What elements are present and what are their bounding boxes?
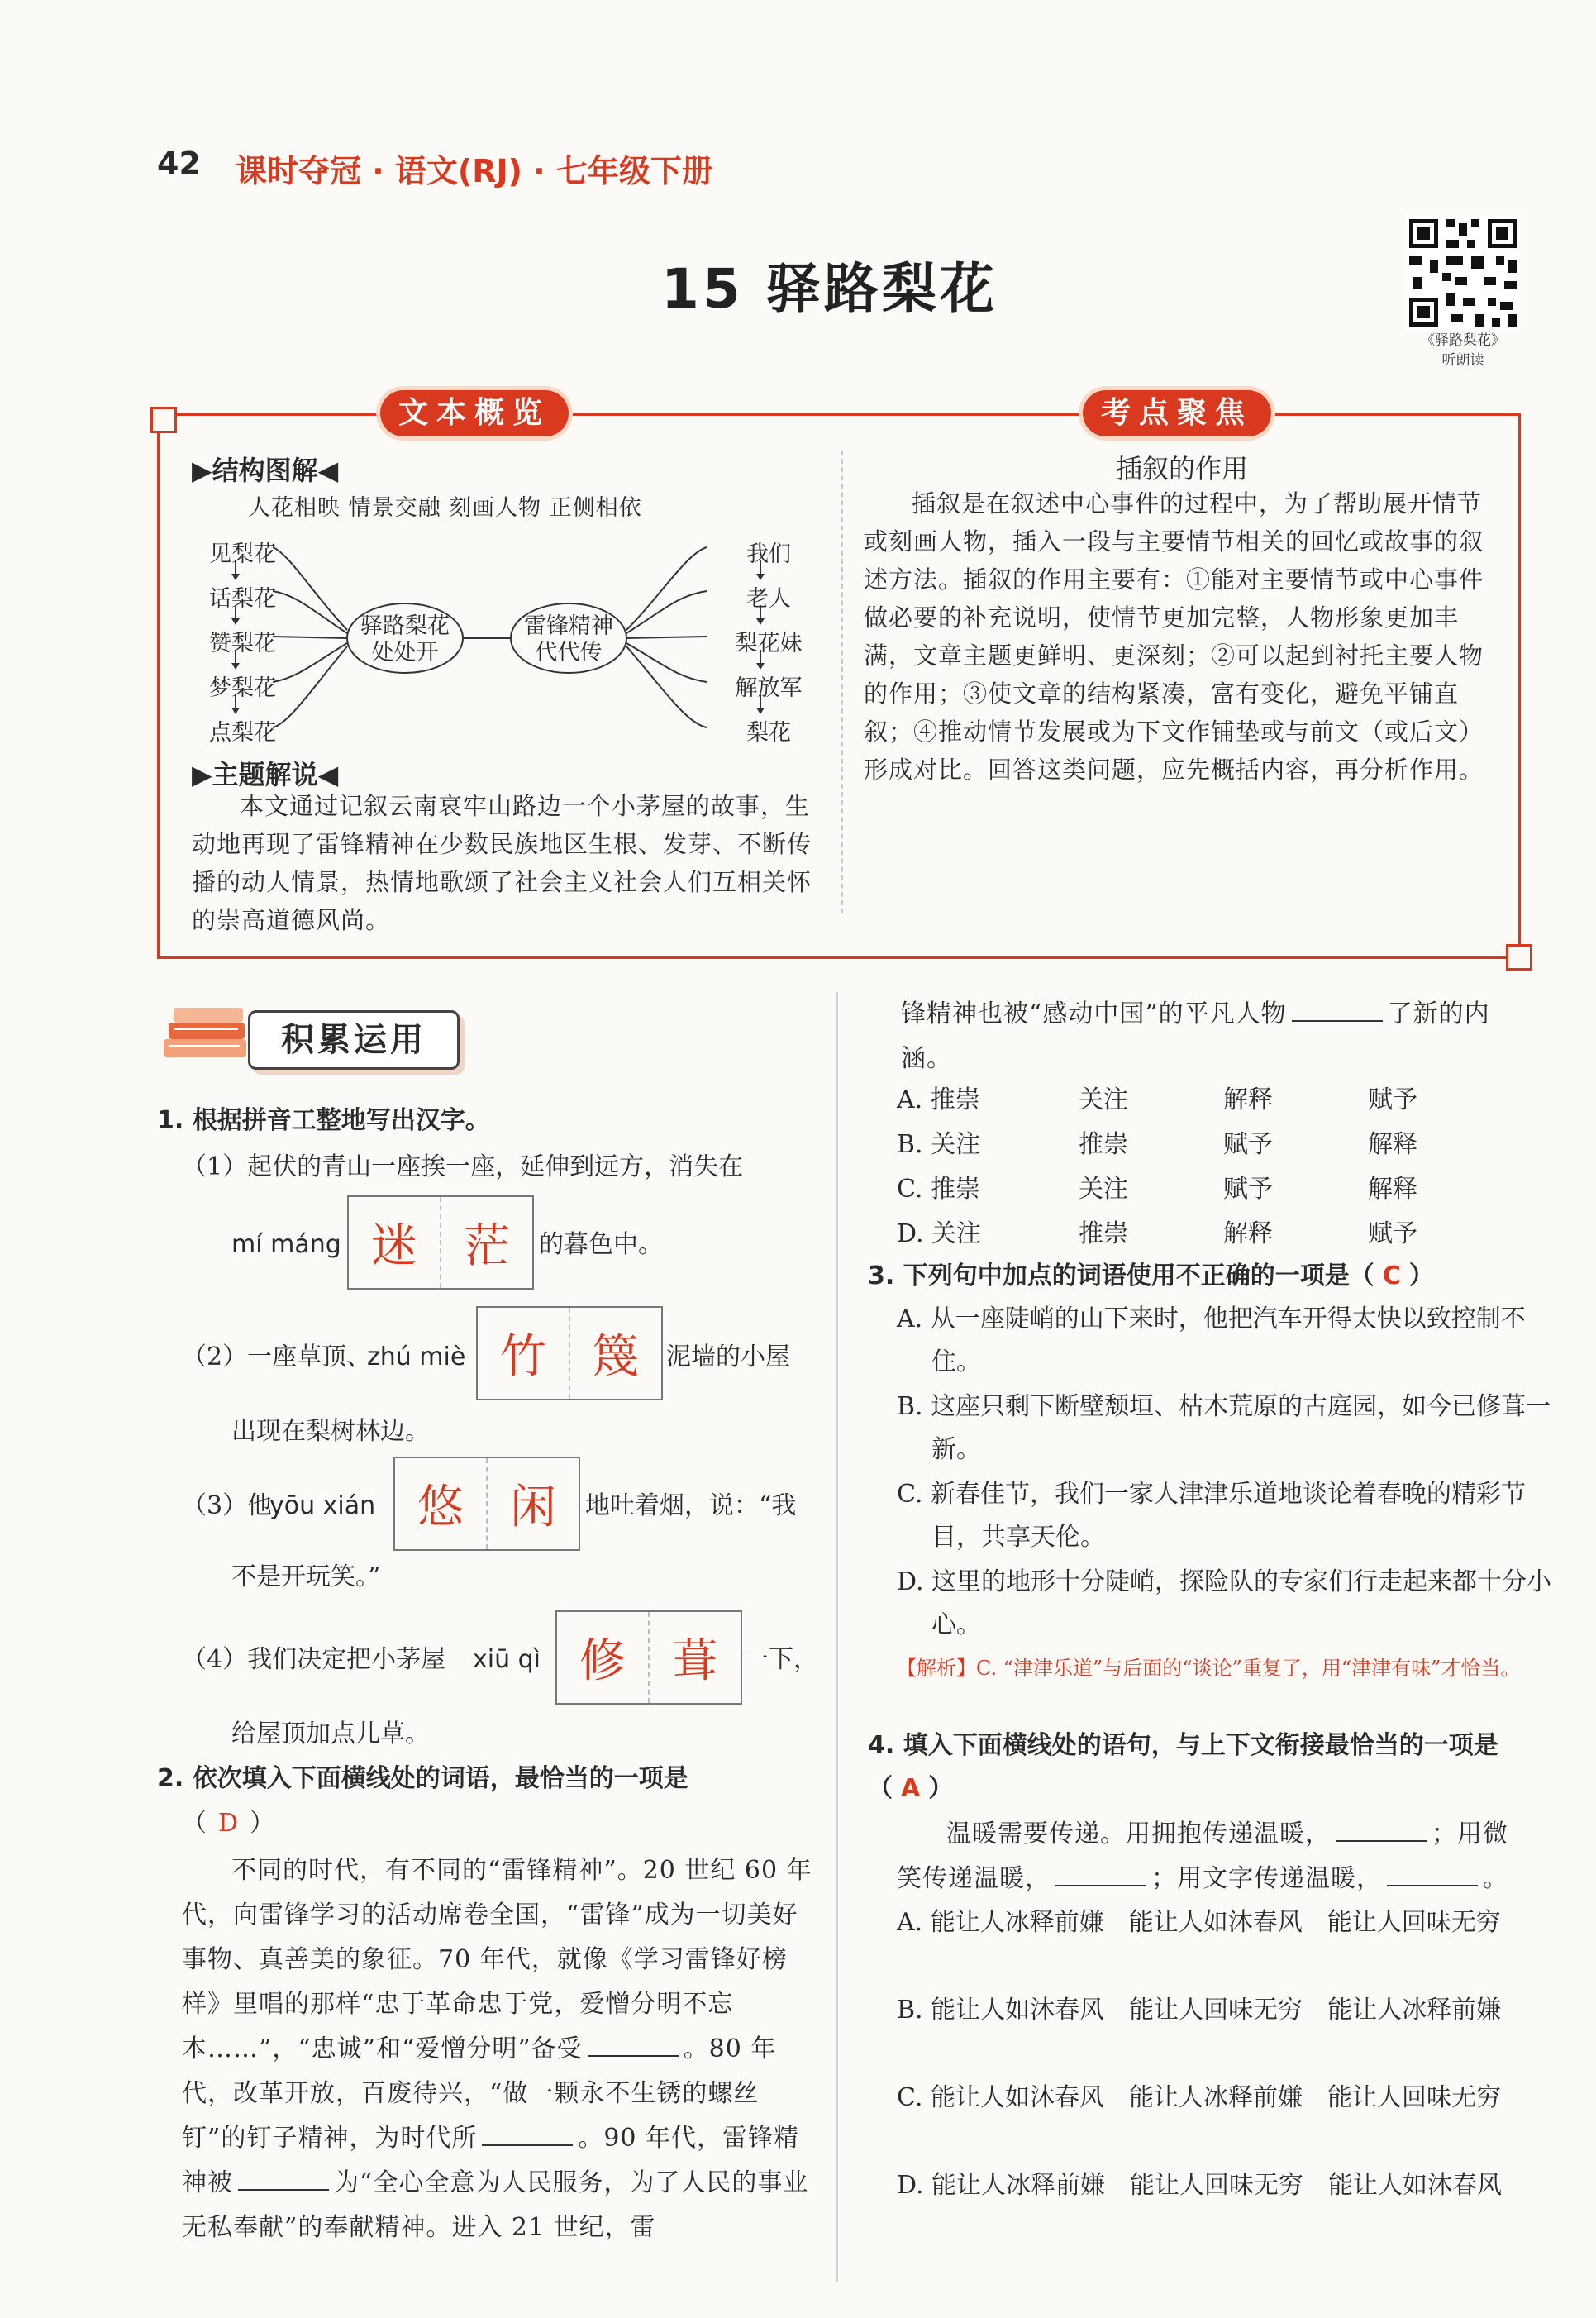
answer-char[interactable]: 葺 [672,1634,718,1688]
answer-char[interactable]: 篾 [593,1330,639,1384]
mindmap-left-item: 见梨花 [209,541,276,567]
tab-text-overview: 文本概览 [380,390,569,436]
q1-item-2-prompt: （2）一座草顶、 [182,1343,372,1371]
q3-option-a[interactable]: A. 从一座陡峭的山下来时，他把汽车开得太快以致控制不住。 [897,1304,1526,1376]
q2-option-a[interactable]: A. 推崇 关注 解释 赋予 [897,1085,1417,1114]
answer-char[interactable]: 闲 [510,1481,556,1534]
mindmap-left-item: 点梨花 [209,720,276,746]
series-title: 课时夺冠 · 语文(RJ) · 七年级下册 [236,153,713,189]
q1-stem: 1. 根据拼音工整地写出汉字。 [157,1106,490,1135]
lesson-title: 15 驿路梨花 [661,257,998,321]
answer-char[interactable]: 茫 [464,1219,510,1273]
column-divider [841,451,843,913]
q1-item-2-answer-box[interactable] [476,1306,663,1400]
q1-item-3-prompt: （3）他 [182,1491,273,1520]
page-number: 42 [157,145,201,182]
q2-answer: （ D ） [182,1809,275,1838]
mindmap-left-item: 梦梨花 [209,675,276,701]
q2-blank-3[interactable] [238,2189,329,2191]
q4-option-c[interactable]: C. 能让人如沐春风 能让人冰释前嫌 能让人回味无穷 [897,2083,1501,2112]
qr-code-icon[interactable] [1405,215,1521,331]
mindmap-right-item: 梨花妹 [735,631,803,656]
q1-item-1-answer-box[interactable] [347,1195,534,1290]
q4-option-b[interactable]: B. 能让人如沐春风 能让人回味无穷 能让人冰释前嫌 [897,1996,1502,2025]
mindmap-right-center: 雷锋精神代代传 [524,613,613,665]
q2-blank-4[interactable] [1292,1020,1383,1022]
q3-analysis: 【解析】C. “津津乐道”与后面的“谈论”重复了，用“津津有味”才恰当。 [897,1657,1521,1680]
mindmap-right-item: 老人 [746,586,791,612]
q1-item-1-prompt: （1）起伏的青山一座挨一座，延伸到远方，消失在 [182,1152,744,1181]
q1-item-2-pinyin: zhú miè [367,1343,466,1371]
q2-options [897,1078,1508,1257]
q1-item-3-line2: 不是开玩笑。” [231,1562,381,1591]
q3-option-d[interactable]: D. 这里的地形十分陡峭，探险队的专家们行走起来都十分小心。 [897,1567,1552,1639]
mindmap-left-item: 话梨花 [209,586,276,612]
answer-char[interactable]: 悠 [395,1458,488,1549]
focus-heading: 插叙的作用 [1115,453,1248,484]
tab-key-points: 考点聚焦 [1083,390,1271,436]
mindmap-left-item: 赞梨花 [209,631,276,656]
q3-option-c[interactable]: C. 新春佳节，我们一家人津津乐道地谈论着春晚的精彩节目，共享天伦。 [897,1480,1526,1552]
q2-option-d[interactable]: D. 关注 推崇 解释 赋予 [897,1219,1417,1248]
qr-caption: 《驿路梨花》 听朗读 [1421,332,1505,369]
practice-column-divider [836,992,838,2282]
q2-option-b[interactable]: B. 关注 推崇 赋予 解释 [897,1130,1417,1159]
q1-item-4-post: 一下， [744,1645,818,1674]
q1-item-3-post: 地吐着烟，说：“我 [585,1491,797,1520]
answer-char[interactable]: 竹 [478,1308,570,1399]
q1-item-1-pinyin: mí máng [231,1230,341,1259]
q1-item-4-line2: 给屋顶加点儿草。 [231,1719,430,1748]
section-title: 积累运用 [248,1010,460,1070]
mindmap-right-item: 解放军 [735,675,803,701]
books-icon [157,996,256,1071]
q1-item-4-answer-box[interactable] [555,1610,742,1705]
structure-heading: ▶结构图解◀ [192,455,339,486]
q2-blank-2[interactable] [482,2144,573,2146]
q2-option-c[interactable]: C. 推崇 关注 赋予 解释 [897,1175,1417,1204]
focus-text: 插叙是在叙述中心事件的过程中，为了帮助展开情节或刻画人物，插入一段与主要情节相关的回忆或故事的叙述方法。插叙的作用主要有：①能对主要情节或中心事件做必要的补充说明，使情节更加完整，人物形象更加丰满，文章主题更鲜明、更深刻；②可以起到衬托主要人物的作用；③使文章的结构紧凑，富有变化，避免平铺直叙；④推动情节发展或为下文作铺垫或与前文（或后文）形成对比。回答这类问题，应先概括内容，再分析作用。 [864,489,1484,784]
q1-item-4-pinyin: xiū qì [473,1645,541,1674]
q2-passage-continued: 锋精神也被“感动中国”的平凡人物 了新的内涵。 [901,999,1490,1073]
q2-blank-1[interactable] [588,2055,679,2057]
mindmap-left-center: 驿路梨花处处开 [360,613,450,665]
q4-blank-3[interactable] [1387,1885,1478,1886]
mindmap-right-item: 我们 [746,541,791,567]
q4-stem: 4. 填入下面横线处的语句，与上下文衔接最恰当的一项是（ A ） [868,1731,1498,1803]
theme-text: 本文通过记叙云南哀牢山路边一个小茅屋的故事，生动地再现了雷锋精神在少数民族地区生根、发芽、不断传播的动人情景，热情地歌颂了社会主义社会人们互相关怀的崇高道德风尚。 [192,792,812,934]
structure-themes: 人花相映 情景交融 刻画人物 正侧相依 [248,495,642,521]
q1-item-3-pinyin: yōu xián [269,1491,376,1520]
frame-corner-ornament [1506,944,1532,971]
q4-passage: 温暖需要传递。用拥抱传递温暖， ；用微笑传递温暖， ；用文字传递温暖， 。 [897,1820,1508,1893]
answer-char[interactable]: 修 [557,1612,650,1703]
q1-item-4-prompt: （4）我们决定把小茅屋 [182,1645,446,1674]
q2-passage: 不同的时代，有不同的“雷锋精神”。20 世纪 60 年代，向雷锋学习的活动席卷全国，“雷锋”成为一切美好事物、真善美的象征。70 年代，就像《学习雷锋好榜样》里唱的那样“忠于革命忠于党，爱憎分明不忘本……”，“忠诚”和“爱憎分明”备受 。80 年代，改革开放，百废待兴，“做一颗永不生锈的螺丝钉”的钉子精神，为时代所 。90 年代，雷锋精神被 为“全心全意为人民服务，为了人民的事业无私奉献”的奉献精神。进入 21 世纪，雷 [182,1856,812,2242]
mindmap-right-item: 梨花 [746,720,791,746]
q1-item-2-post: 泥墙的小屋 [666,1343,790,1371]
q4-option-a[interactable]: A. 能让人冰释前嫌 能让人如沐春风 能让人回味无穷 [897,1908,1501,1937]
q1-item-1-post: 的暮色中。 [539,1230,663,1259]
q4-blank-2[interactable] [1055,1885,1146,1886]
answer-char[interactable]: 迷 [349,1197,441,1288]
theme-heading: ▶主题解说◀ [192,759,339,790]
q2-stem: 2. 依次填入下面横线处的词语，最恰当的一项是 [157,1764,688,1793]
q3-stem: 3. 下列句中加点的词语使用不正确的一项是（ C ） [868,1262,1434,1290]
q1-item-3-answer-box[interactable] [393,1457,580,1551]
q3-option-b[interactable]: B. 这座只剩下断壁颓垣、枯木荒原的古庭园，如今已修葺一新。 [897,1392,1551,1464]
q1-item-2-line2: 出现在梨树林边。 [231,1417,430,1446]
q4-blank-1[interactable] [1336,1840,1427,1842]
frame-corner-ornament [150,407,177,433]
q4-option-d[interactable]: D. 能让人冰释前嫌 能让人回味无穷 能让人如沐春风 [897,2171,1503,2200]
